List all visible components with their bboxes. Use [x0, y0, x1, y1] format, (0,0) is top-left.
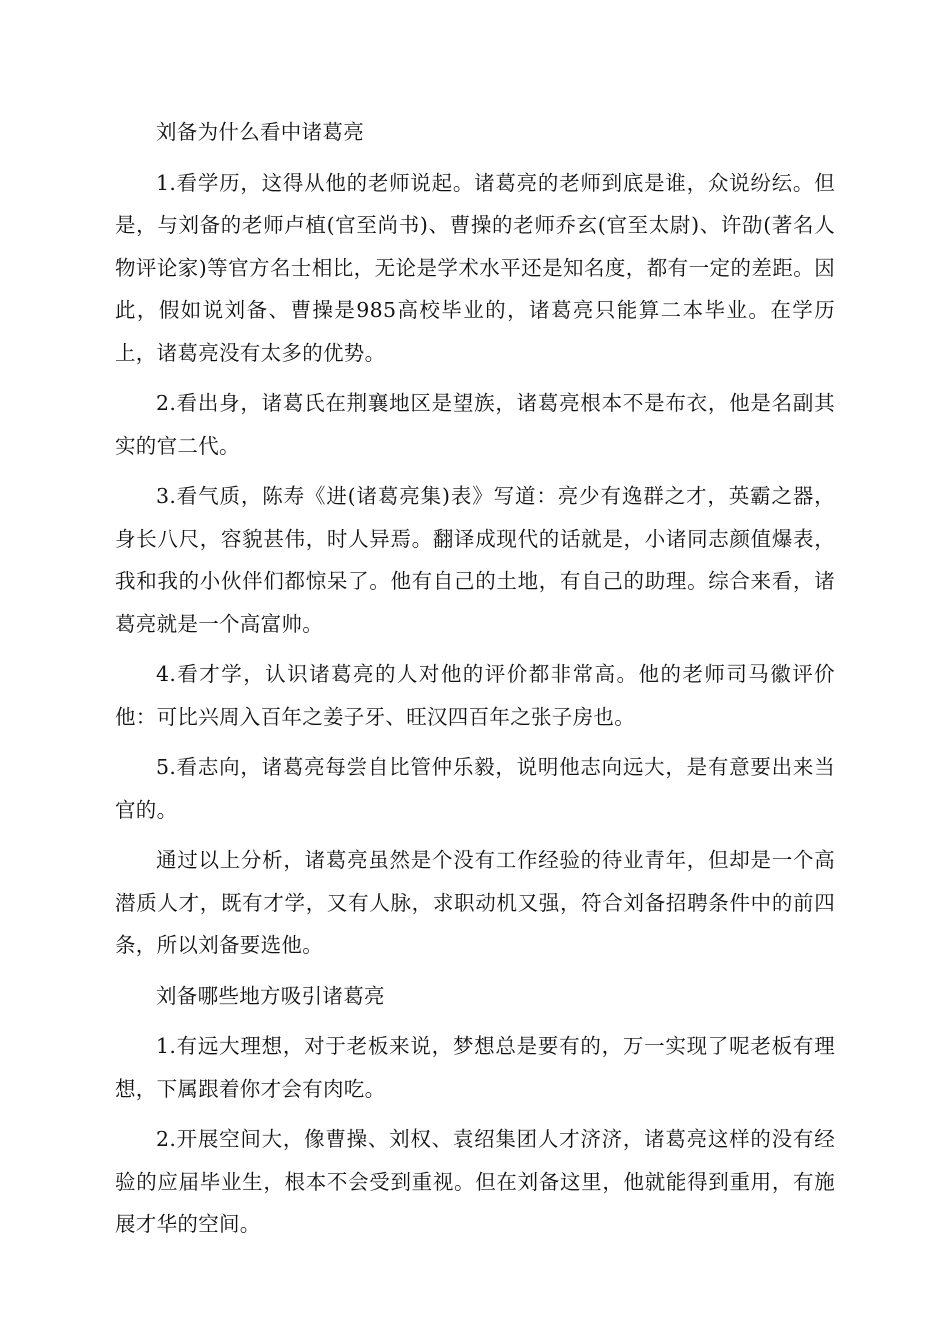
- paragraph-talent: 4.看才学，认识诸葛亮的人对他的评价都非常高。他的老师司马徽评价他：可比兴周入百年之姜子牙、旺汉四百年之张子房也。: [115, 662, 835, 729]
- paragraph-education: 1.看学历，这得从他的老师说起。诸葛亮的老师到底是谁，众说纷纭。但是，与刘备的老师卢植(官至尚书)、曹操的老师乔玄(官至太尉)、许劭(著名人物评论家)等官方名士相比，无论是学术水平还是知名度，都有一定的差距。因此，假如说刘备、曹操是985高校毕业的，诸葛亮只能算二本毕业。在学历上，诸葛亮没有太多的优势。: [115, 170, 835, 365]
- paragraph-summary: 通过以上分析，诸葛亮虽然是个没有工作经验的待业青年，但却是一个高潜质人才，既有才学，又有人脉，求职动机又强，符合刘备招聘条件中的前四条，所以刘备要选他。: [115, 848, 835, 957]
- document-body: [115, 111, 835, 1254]
- paragraph-ambition: 5.看志向，诸葛亮每尝自比管仲乐毅，说明他志向远大，是有意要出来当官的。: [115, 755, 835, 822]
- paragraph-ideals: 1.有远大理想，对于老板来说，梦想总是要有的，万一实现了呢老板有理想，下属跟着你才会有肉吃。: [115, 1034, 835, 1101]
- section-heading-what-attracted-zhuge: 刘备哪些地方吸引诸葛亮: [156, 983, 385, 1008]
- paragraph-growth-space: 2.开展空间大，像曹操、刘权、袁绍集团人才济济，诸葛亮这样的没有经验的应届毕业生，根本不会受到重视。但在刘备这里，他就能得到重用，有施展才华的空间。: [115, 1127, 835, 1236]
- paragraph-background: 2.看出身，诸葛氏在荆襄地区是望族，诸葛亮根本不是布衣，他是名副其实的官二代。: [115, 391, 835, 458]
- section-heading-why-liubei-chose-zhuge: 刘备为什么看中诸葛亮: [156, 120, 364, 144]
- paragraph-temperament: 3.看气质，陈寿《进(诸葛亮集)表》写道：亮少有逸群之才，英霸之器，身长八尺，容貌甚伟，时人异焉。翻译成现代的话就是，小诸同志颜值爆表，我和我的小伙伴们都惊呆了。他有自己的土地，有自己的助理。综合来看，诸葛亮就是一个高富帅。: [115, 484, 835, 636]
